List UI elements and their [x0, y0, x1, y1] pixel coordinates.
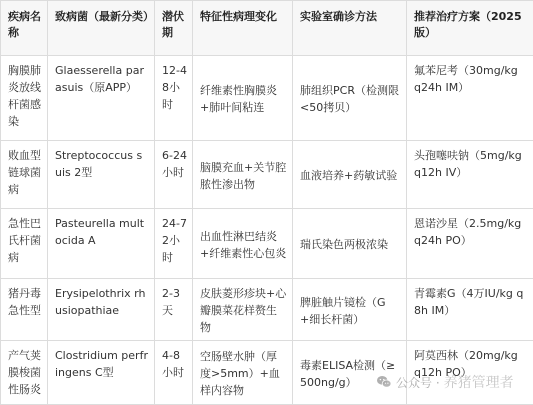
cell-incubation: 12-48小时	[155, 56, 193, 141]
table-row	[1, 56, 533, 141]
cell-treatment: 恩诺沙星（2.5mg/kg q24h PO）	[407, 209, 533, 279]
cell-disease: 败血型链球菌病	[1, 141, 48, 209]
header-treatment: 推荐治疗方案（2025版）	[407, 1, 533, 56]
cell-treatment: 青霉素G（4万IU/kg q8h IM）	[407, 279, 533, 341]
cell-pathology: 出血性淋巴结炎+纤维素性心包炎	[193, 209, 293, 279]
table-row	[1, 209, 533, 279]
cell-pathogen: Streptococcus suis 2型	[48, 141, 155, 209]
cell-pathology: 纤维素性胸膜炎+肺叶间粘连	[193, 56, 293, 141]
header-pathogen: 致病菌（最新分类）	[48, 1, 155, 56]
cell-diagnosis: 血液培养+药敏试验	[293, 141, 407, 209]
cell-diagnosis: 毒素ELISA检测（≥500ng/g）	[293, 341, 407, 405]
watermark-account-name: 养猪管理者	[444, 372, 514, 392]
table-row	[1, 279, 533, 341]
header-diagnosis: 实验室确诊方法	[293, 1, 407, 56]
cell-disease: 猪丹毒急性型	[1, 279, 48, 341]
table-row	[1, 141, 533, 209]
header-pathology: 特征性病理变化	[193, 1, 293, 56]
cell-incubation: 24-72小时	[155, 209, 193, 279]
header-disease: 疾病名称	[1, 1, 48, 56]
cell-pathogen: Glaesserella parasuis（原APP）	[48, 56, 155, 141]
watermark-label: 公众号 ·	[396, 374, 440, 391]
cell-treatment: 氟苯尼考（30mg/kg q24h IM）	[407, 56, 533, 141]
cell-disease: 胸膜肺炎放线杆菌感染	[1, 56, 48, 141]
cell-pathogen: Erysipelothrix rhusiopathiae	[48, 279, 155, 341]
cell-incubation: 4-8小时	[155, 341, 193, 405]
cell-pathogen: Clostridium perfringens C型	[48, 341, 155, 405]
table-row	[1, 341, 533, 405]
cell-diagnosis: 脾脏触片镜检（G+细长杆菌）	[293, 279, 407, 341]
cell-diagnosis: 肺组织PCR（检测限<50拷贝）	[293, 56, 407, 141]
cell-incubation: 6-24小时	[155, 141, 193, 209]
cell-disease: 产气荚膜梭菌性肠炎	[1, 341, 48, 405]
cell-diagnosis: 瑞氏染色两极浓染	[293, 209, 407, 279]
cell-pathology: 皮肤菱形疹块+心瓣膜菜花样赘生物	[193, 279, 293, 341]
cell-pathogen: Pasteurella multocida A	[48, 209, 155, 279]
cell-incubation: 2-3天	[155, 279, 193, 341]
header-incubation: 潜伏期	[155, 1, 193, 56]
table-header-row	[1, 1, 533, 56]
cell-disease: 急性巴氏杆菌病	[1, 209, 48, 279]
cell-treatment: 阿莫西林（20mg/kg q12h PO）	[407, 341, 533, 405]
cell-pathology: 脑膜充血+关节腔脓性渗出物	[193, 141, 293, 209]
cell-pathology: 空肠壁水肿（厚度>5mm）+血样内容物	[193, 341, 293, 405]
cell-treatment: 头孢噻呋钠（5mg/kg q12h IV）	[407, 141, 533, 209]
